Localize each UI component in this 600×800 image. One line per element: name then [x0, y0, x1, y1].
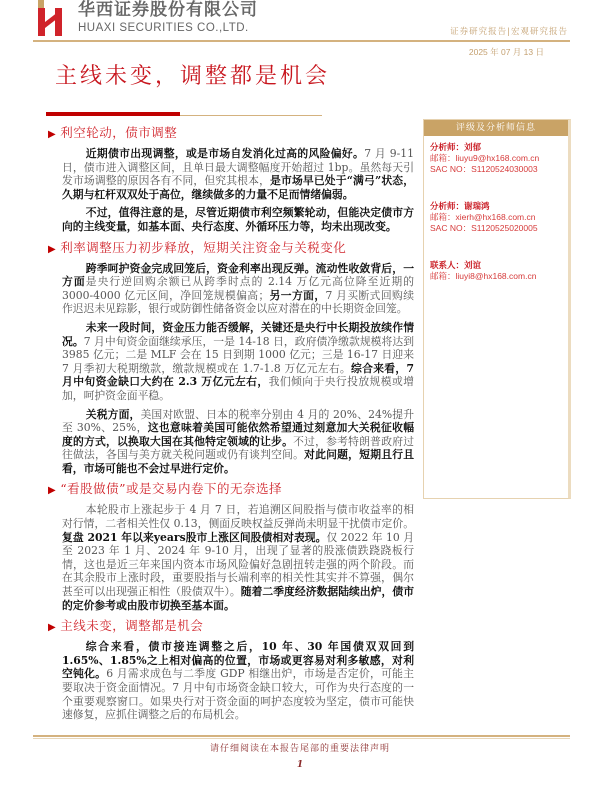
contact-card	[430, 260, 564, 282]
emphasized-text: 另一方面，	[269, 288, 326, 302]
analyst-card	[430, 201, 564, 234]
body-text: 仅 2022 年 10 月至 2023 年 1 月、2024 年 9-10 月，出现了显著的股涨债跌跷跷板行情，这也是近三年来国内资本市场风险偏好急剧扭转走强的两个阶段。而在其余股市上涨时段，重要股指与长端利率的相关性其实并不算强，偶尔甚至可以出现强正相性（股债双牛）。	[62, 530, 414, 599]
section-heading	[48, 239, 414, 258]
section-heading-text: 主线未变，调整都是机会	[60, 618, 204, 634]
analyst-name: 分析师：刘郁	[430, 142, 482, 152]
paragraph	[62, 262, 414, 316]
company-name-en: HUAXI SECURITIES CO.,LTD.	[78, 22, 249, 34]
paragraph	[62, 503, 414, 612]
analyst-card	[430, 142, 564, 175]
report-body	[48, 0, 414, 722]
paragraph	[62, 206, 414, 233]
emphasized-text: 跨季呵护资金完成回笼后，资金利率出现反弹。流动性收敛背后，一方面	[62, 261, 414, 289]
footer-divider-thin	[33, 738, 570, 739]
body-text: 是央行逆回购余额已从跨季时点的 2.14 万亿元高位降至近期的 3000-4000 亿元区间，净回笼规模偏高；	[62, 275, 415, 302]
analyst-email[interactable]: 邮箱：liuyu9@hx168.com.cn	[430, 153, 540, 163]
triangle-bullet-icon: ▶	[48, 129, 57, 140]
section-heading	[48, 480, 414, 499]
analyst-info-heading: 评级及分析师信息	[424, 120, 568, 136]
body-text: 美国对欧盟、日本的税率分别由 4 月的 20%、24%提升至 30%、25%，	[62, 407, 415, 435]
page-number: 1	[296, 759, 304, 770]
section-heading-text: 利率调整压力初步释放，短期关注资金与关税变化	[60, 239, 347, 255]
analyst-info-panel	[423, 119, 571, 499]
analyst-email[interactable]: 邮箱：xierh@hx168.com.cn	[430, 212, 536, 222]
analyst-sac: SAC NO：S1120525020005	[430, 223, 538, 233]
paragraph	[62, 321, 414, 403]
body-text: 7 月买断式回购续作迟迟未见踪影，银行或防御性储备资金以应对潜在的中长期资金回笼。	[62, 288, 414, 316]
legal-disclaimer-link[interactable]: 请仔细阅读在本报告尾部的重要法律声明	[209, 743, 390, 754]
body-text: 7 月中旬资金面继续承压，一是 14-18 日，政府债净缴款规模将达到 3985 亿元；二是 MLF 会在 15 日到期 1000 亿元；三是 16-17 日迎来 7 月季初大税期缴款，缴款规模或在 1.7-1.8 万亿元左右。	[62, 334, 414, 375]
emphasized-text: 这也意味着美国可能依然希望通过刻意加大关税征收幅度的方式，以换取大国在其他特定领域的让步。	[62, 421, 415, 448]
emphasized-text: 综合来看，7 月中旬资金缺口大约在 2.3 万亿元左右，	[62, 361, 414, 389]
emphasized-text: 关税方面，	[85, 407, 141, 421]
emphasized-text: 近期债市出现调整，或是市场自发消化过高的风险偏好。	[85, 147, 365, 160]
triangle-bullet-icon: ▶	[48, 485, 57, 497]
body-text: 本轮股市上涨起步于 4 月 7 日，若追溯区间股指与债市收益率的相对行情，二者相关性仅 0.13，侧面反映权益反弹尚未明显干扰债市定价。	[62, 503, 414, 531]
emphasized-text: 不过，值得注意的是，尽管近期债市利空频繁轮动，但能决定债市方向的主线变量，如基本面、央行态度、外循环压力等，均未出现改变。	[62, 206, 414, 233]
emphasized-text: 随着二季度经济数据陆续出炉，债市的定价参考或由股市切换至基本面。	[62, 585, 414, 612]
paragraph	[62, 640, 414, 722]
body-text: 7 月 9-11 日，债市进入调整区间，且单日最大调整幅度开始超过 1bp。虽然每天引发市场调整的原因各有不同，但究其根本，	[62, 147, 414, 188]
triangle-bullet-icon: ▶	[48, 622, 57, 634]
paragraph	[62, 408, 414, 476]
section-heading	[48, 124, 414, 143]
footer-divider	[33, 735, 570, 737]
contact-name: 联系人：刘谊	[430, 260, 482, 270]
triangle-bullet-icon: ▶	[48, 243, 57, 255]
emphasized-text: 未来一段时间，资金压力能否缓解，关键还是央行中长期投放续作情况。	[62, 320, 414, 348]
page-footer	[0, 727, 600, 779]
contact-email[interactable]: 邮箱：liuyi8@hx168.com.cn	[430, 271, 537, 281]
section-heading-text: 利空轮动，债市调整	[60, 125, 178, 140]
paragraph	[62, 147, 414, 201]
emphasized-text: 复盘 2021 年以来years股市上涨区间股债相对表现。	[62, 530, 327, 544]
emphasized-text: 是市场早已处于“满弓”状态，久期与杠杆双双处于高位，继续做多的力量不足而情绪偏弱。	[62, 174, 415, 201]
section-heading-text: “看股做债”或是交易内卷下的无奈选择	[60, 481, 282, 497]
body-text: 6 月需求成色与二季度 GDP 相继出炉，市场是否定价，可能主要取决于资金面情况。7 月中旬市场资金缺口较大，可作为央行态度的一个重要观察窗口。如果央行对于资金面的呵护态度较为坚定，债市可能快速修复，应抓住调整之后的布局机会。	[62, 667, 414, 722]
company-name-cn: 华西证券股份有限公司	[78, 0, 258, 20]
analyst-name: 分析师：谢瑞鸿	[430, 201, 490, 211]
body-text: 不过，参考特朗普政府过往做法，各国与美方就关税问题或仍有谈判空间。	[62, 434, 415, 462]
analyst-sac: SAC NO：S1120524030003	[430, 164, 538, 174]
body-text: 我们倾向于央行投放规模或增加，呵护资金面平稳。	[62, 375, 414, 402]
emphasized-text: 对此问题，短期且行且看，市场可能也不会过早进行定价。	[62, 448, 415, 475]
report-date: 2025 年 07 月 13 日	[468, 47, 544, 57]
emphasized-text: 综合来看，债市接连调整之后，10 年、30 年国债双双回到 1.65%、1.85%之上相对偏高的位置，市场或更容易对利多敏感，对利空钝化。	[62, 640, 414, 681]
page-title: 主线未变，调整都是机会	[55, 64, 331, 89]
report-type: 证券研究报告|宏观研究报告	[450, 27, 568, 37]
section-heading	[48, 617, 414, 636]
